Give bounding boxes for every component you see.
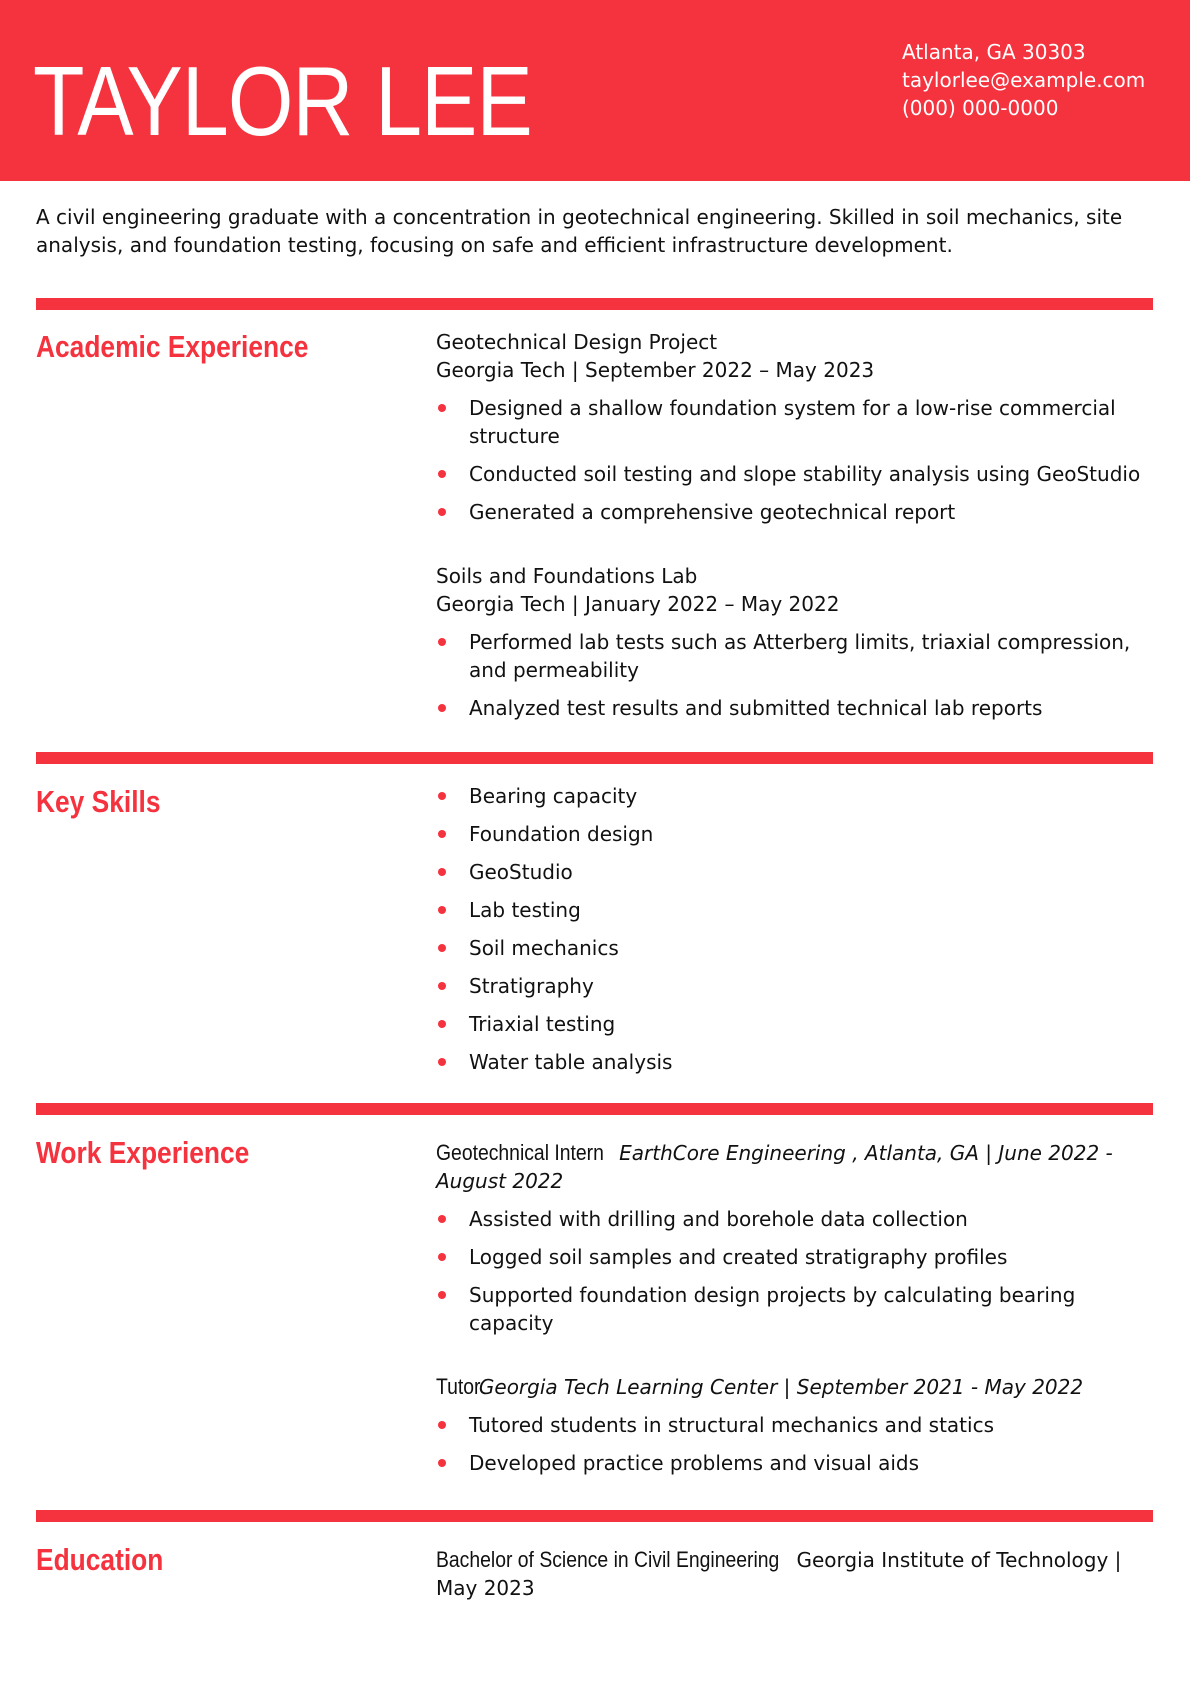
bullet-text: Analyzed test results and submitted technical lab reports [469,696,1043,720]
bullet-dot-icon [438,508,446,516]
contact-email: taylorlee@example.com [902,68,1146,92]
entry-bullets [436,628,1156,722]
degree: Bachelor of Science in Civil Engineering [436,1547,780,1572]
bullet-dot-icon [438,704,446,712]
section-divider [36,298,1153,310]
contact-info [902,38,1145,122]
skill-item [436,858,1156,886]
bullet-text: Tutored students in structural mechanics and statics [469,1413,994,1437]
skill-text: Stratigraphy [469,974,594,998]
contact-phone: (000) 000-0000 [902,96,1059,120]
bullet-text: Developed practice problems and visual aids [469,1451,920,1475]
bullet-dot-icon [438,1459,446,1467]
entry-title: Soils and Foundations Lab [436,564,698,588]
bullet-dot-icon [438,1291,446,1299]
academic-entries [436,328,1156,732]
bullet-item [436,1449,1156,1477]
skill-text: Lab testing [469,898,581,922]
bullet-text: Designed a shallow foundation system for a low-rise commercial structure [469,396,1116,448]
skills-list [436,772,1156,1086]
bullet-dot-icon [438,1058,446,1066]
bullet-item [436,694,1156,722]
work-entries [436,1139,1156,1487]
skill-text: GeoStudio [469,860,573,884]
bullet-dot-icon [438,1421,446,1429]
section-divider [36,752,1153,764]
section-divider [36,1510,1153,1522]
work-entry [436,1373,1156,1477]
section-title-academic: Academic Experience [36,329,309,364]
entry-subtitle: Georgia Tech | January 2022 – May 2022 [436,592,840,616]
section-title-work: Work Experience [36,1135,250,1170]
skill-item [436,972,1156,1000]
professional-summary: A civil engineering graduate with a concentration in geotechnical engineering. Skilled in soil mechanics, site analysis, and foundation testing, focusing on safe and efficient infrastructure development. [36,205,1123,257]
bullet-dot-icon [438,868,446,876]
bullet-dot-icon [438,404,446,412]
section-divider [36,1103,1153,1115]
bullet-item [436,1243,1156,1271]
entry-title: Geotechnical Design Project [436,330,718,354]
bullet-item [436,460,1156,488]
bullet-dot-icon [438,792,446,800]
bullet-dot-icon [438,830,446,838]
skill-text: Triaxial testing [469,1012,616,1036]
contact-location: Atlanta, GA 30303 [902,40,1086,64]
bullet-dot-icon [438,982,446,990]
section-title-education: Education [36,1542,164,1577]
bullet-text: Generated a comprehensive geotechnical report [469,500,956,524]
entry-bullets [436,1205,1156,1337]
bullet-dot-icon [438,1020,446,1028]
academic-entry [436,562,1156,722]
education-details: Georgia Institute of Technology | May 2023 [436,1548,1122,1600]
bullet-text: Conducted soil testing and slope stability analysis using GeoStudio [469,462,1141,486]
bullet-text: Performed lab tests such as Atterberg limits, triaxial compression, and permeability [469,630,1131,682]
bullet-dot-icon [438,1215,446,1223]
skill-item [436,1048,1156,1076]
bullet-item [436,628,1156,684]
skill-item [436,934,1156,962]
skill-text: Water table analysis [469,1050,673,1074]
bullet-item [436,498,1156,526]
entry-bullets [436,394,1156,526]
bullet-item [436,394,1156,450]
candidate-name: TAYLOR LEE [33,46,532,156]
entry-heading [436,1139,1156,1195]
work-entry [436,1139,1156,1337]
bullet-dot-icon [438,638,446,646]
skill-text: Foundation design [469,822,654,846]
bullet-dot-icon [438,944,446,952]
skill-item [436,782,1156,810]
entry-subtitle: Georgia Tech | September 2022 – May 2023 [436,358,875,382]
education-entry [436,1546,1156,1602]
skill-item [436,820,1156,848]
skill-text: Soil mechanics [469,936,619,960]
bullet-dot-icon [438,906,446,914]
academic-entry [436,328,1156,526]
bullet-text: Supported foundation design projects by calculating bearing capacity [469,1283,1076,1335]
skill-item [436,896,1156,924]
bullet-item [436,1281,1156,1337]
skill-item [436,1010,1156,1038]
entry-heading [436,1373,1156,1401]
bullet-text: Assisted with drilling and borehole data collection [469,1207,968,1231]
bullet-text: Logged soil samples and created stratigraphy profiles [469,1245,1008,1269]
job-details: EarthCore Engineering , Atlanta, GA | June 2022 - August 2022 [436,1141,1113,1193]
job-role: Geotechnical Intern [436,1140,604,1165]
skills-bullets [436,782,1156,1076]
bullet-dot-icon [438,470,446,478]
skill-text: Bearing capacity [469,784,638,808]
bullet-item [436,1411,1156,1439]
job-details: Georgia Tech Learning Center | September 2021 - May 2022 [478,1375,1084,1399]
section-title-skills: Key Skills [36,784,161,819]
bullet-dot-icon [438,1253,446,1261]
entry-bullets [436,1411,1156,1477]
bullet-item [436,1205,1156,1233]
header-banner [0,0,1190,181]
job-role: Tutor [436,1374,481,1399]
